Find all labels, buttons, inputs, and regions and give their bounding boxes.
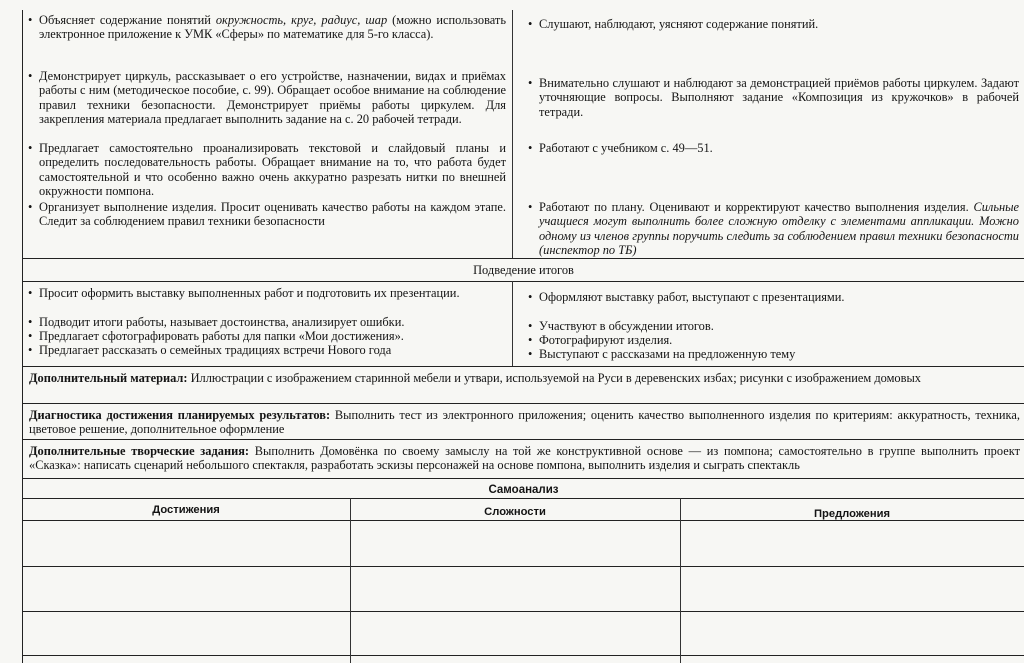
- student-item-text: Работают по плану. Оценивают и корректируют качество выполнения изделия.: [539, 200, 974, 214]
- creative-tasks-text: [29, 444, 1020, 473]
- student-item: [527, 141, 1019, 155]
- activity-row: [22, 10, 1024, 258]
- column-header-proposals: Предложения: [813, 508, 890, 520]
- summary-section: [22, 258, 1024, 366]
- summary-student-item: • Участвуют в обсуждении итогов.: [527, 319, 1019, 333]
- additional-material-label: Дополнительный материал:: [29, 371, 188, 385]
- student-activity-column: [513, 10, 1024, 257]
- student-item-text: Работают с учебником с. 49—51.: [539, 141, 713, 155]
- teacher-item-text: окружность, круг, радиус, шар: [215, 13, 388, 27]
- teacher-item: [27, 141, 506, 198]
- teacher-item-text: Предлагает самостоятельно проанализировать текстовой и слайдовый планы и определить последовательность работы. Обращает внимание на то, что работа будет самостоятельной и что особенно важно очень аккуратно разрезать нитки по внешней окружности помпона.: [39, 141, 506, 198]
- teacher-item-text: Объясняет содержание понятий: [39, 13, 216, 27]
- summary-student-item: • Выступают с рассказами на предложенную тему: [527, 347, 1019, 361]
- diagnostics-label: Диагностика достижения планируемых результатов:: [29, 408, 331, 422]
- creative-tasks-label: Дополнительные творческие задания:: [29, 444, 250, 458]
- diagnostics-body: Выполнить тест из электронного приложения; оценить качество выполненного изделия по критериям: аккуратность, техника, цветовое решение, дополнительное оформление: [29, 408, 1020, 437]
- additional-material-body: Иллюстрации с изображением старинной мебели и утвари, используемой на Руси в деревенских избах; рисунки с изображением домовых: [187, 371, 921, 385]
- teacher-item: [27, 200, 506, 229]
- summary-teacher-item: • Просит оформить выставку выполненных работ и подготовить их презентации.: [27, 286, 506, 300]
- creative-tasks-section: [22, 439, 1024, 478]
- diagnostics-section: [22, 403, 1024, 439]
- summary-teacher-column: [23, 281, 513, 367]
- student-item: [527, 17, 1019, 31]
- student-item: [527, 76, 1019, 119]
- summary-student-item: • Фотографируют изделия.: [527, 333, 1019, 347]
- teacher-item: [27, 13, 506, 42]
- teacher-item: [27, 69, 506, 126]
- student-item-text: Сильные учащиеся могут выполнить более сложную отделку с элементами аппликации. Можно одному из членов группы поручить следить за соблюдением правил техники безопасности (инспектор по ТБ): [539, 200, 1019, 257]
- summary-student-column: [513, 281, 1024, 367]
- student-item-text: Внимательно слушают и наблюдают за демонстрацией приёмов работы циркулем. Задают уточняющие вопросы. Выполняют задание «Композиция из кружочков» в рабочей тетради.: [539, 76, 1019, 119]
- student-item: [527, 200, 1019, 257]
- column-header-difficulties: Сложности: [484, 506, 546, 518]
- column-header-achievements: Достижения: [152, 504, 220, 516]
- creative-tasks-body: Выполнить Домовёнка по своему замыслу на той же конструктивной основе — из помпона; самостоятельно в группе выполнить проект «Сказка»: написать сценарий небольшого спектакля, разработать эскизы персонажей на основе помпона, выполнить изделия и сыграть спектакль: [29, 444, 1020, 473]
- summary-teacher-item: • Подводит итоги работы, называет достоинства, анализирует ошибки.: [27, 315, 506, 329]
- summary-teacher-item: • Предлагает сфотографировать работы для папки «Мои достижения».: [27, 329, 506, 343]
- teacher-activity-column: [23, 10, 513, 258]
- teacher-item-text: Демонстрирует циркуль, рассказывает о его устройстве, назначении, видах и приёмах работы с ним (методическое пособие, с. 99). Обращает особое внимание на соблюдение правил техники безопасности. Демонстрирует приёмы работы циркулем. Для закрепления материала предлагает выполнить задание на с. 20 рабочей тетради.: [39, 69, 506, 126]
- self-analysis-title: Самоанализ: [488, 484, 559, 496]
- teacher-item-text: Организует выполнение изделия. Просит оценивать качество работы на каждом этапе. Следит за соблюдением правил техники безопасности: [39, 200, 506, 229]
- summary-student-item: • Оформляют выставку работ, выступают с презентациями.: [527, 290, 1019, 304]
- summary-teacher-item: • Предлагает рассказать о семейных традициях встречи Нового года: [27, 343, 506, 357]
- additional-material-text: [29, 371, 1020, 385]
- additional-material-section: [22, 366, 1024, 403]
- student-item-text: Слушают, наблюдают, уясняют содержание понятий.: [539, 17, 819, 31]
- summary-title: Подведение итогов: [473, 263, 574, 277]
- diagnostics-text: [29, 408, 1020, 437]
- teacher-item-text: (можно использовать электронное приложение к УМК «Сферы» по математике для 5-го класса).: [39, 13, 506, 42]
